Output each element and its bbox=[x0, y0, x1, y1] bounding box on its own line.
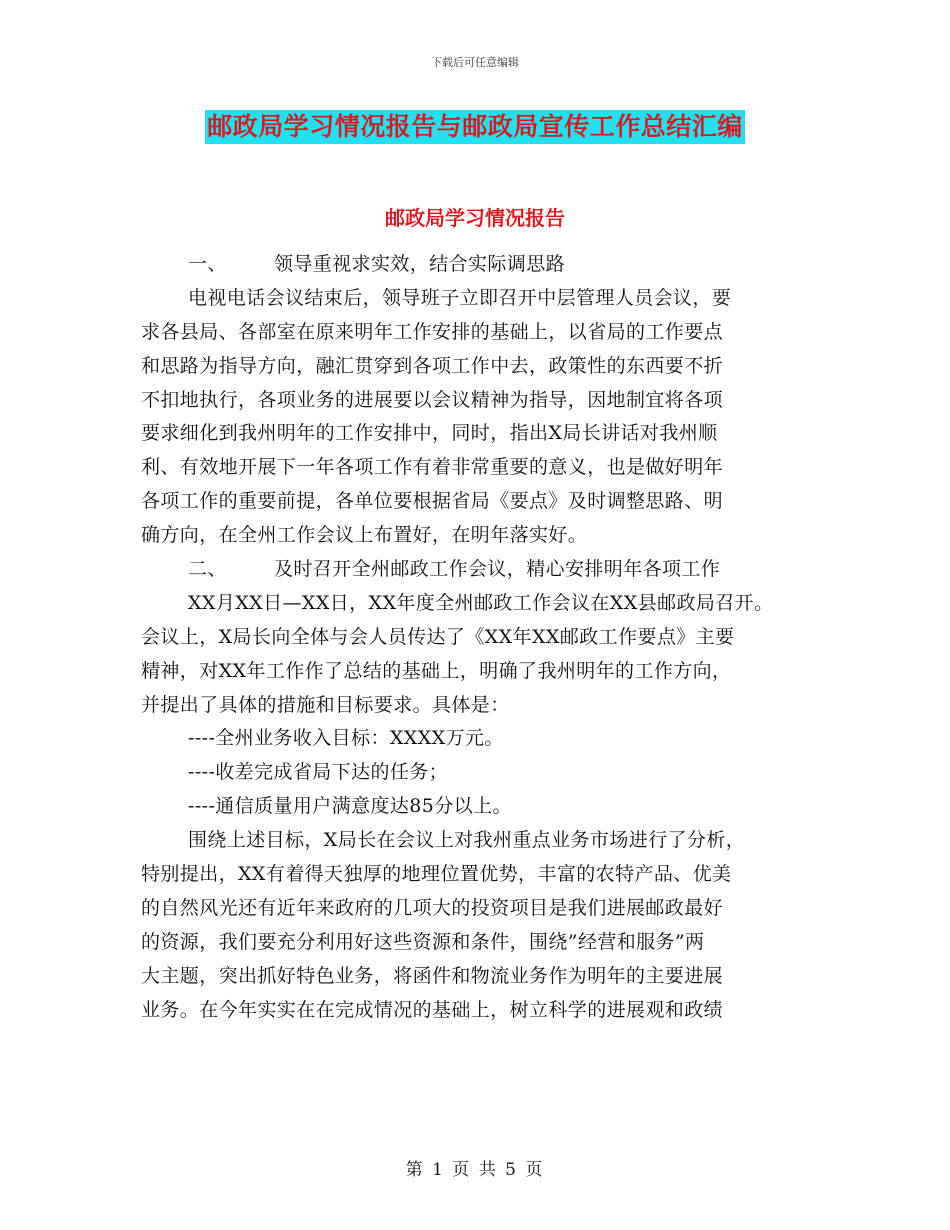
section-heading bbox=[141, 248, 801, 282]
paragraph-line: 和思路为指导方向，融汇贯穿到各项工作中去，政策性的东西要不折 bbox=[141, 354, 724, 377]
paragraph-line: 各项工作的重要前提，各单位要根据省局《要点》及时调整思路、明 bbox=[141, 490, 724, 513]
paragraph-line: 的自然风光还有近年来政府的几项大的投资项目是我们进展邮政最好 bbox=[141, 896, 724, 919]
target-item: ----收差完成省局下达的任务； bbox=[188, 761, 449, 784]
paragraph-line: 精神，对XX年工作作了总结的基础上，明确了我州明年的工作方向， bbox=[141, 659, 732, 682]
paragraph-line: 电视电话会议结束后，领导班子立即召开中层管理人员会议，要 bbox=[188, 286, 732, 309]
main-title-wrapper bbox=[0, 110, 950, 144]
paragraph-line: 并提出了具体的措施和目标要求。具体是： bbox=[141, 693, 510, 716]
target-item: ----全州业务收入目标：XXXX万元。 bbox=[188, 727, 504, 750]
paragraph-line: 确方向，在全州工作会议上布置好，在明年落实好。 bbox=[141, 524, 588, 547]
section-heading bbox=[141, 553, 801, 587]
paragraph-line: 求各县局、各部室在原来明年工作安排的基础上，以省局的工作要点 bbox=[141, 320, 724, 343]
target-item: ----通信质量用户满意度达85分以上。 bbox=[188, 795, 512, 818]
paragraph-line: 的资源，我们要充分利用好这些资源和条件，围绕”经营和服务”两 bbox=[141, 930, 705, 953]
paragraph-line: 利、有效地开展下一年各项工作有着非常重要的意义，也是做好明年 bbox=[141, 456, 724, 479]
paragraph-line: 大主题，突出抓好特色业务，将函件和物流业务作为明年的主要进展 bbox=[141, 964, 724, 987]
paragraph-line: 业务。在今年实实在在完成情况的基础上，树立科学的进展观和政绩 bbox=[141, 998, 724, 1021]
section-title: 及时召开全州邮政工作会议，精心安排明年各项工作 bbox=[274, 558, 721, 581]
paragraph-line: 要求细化到我州明年的工作安排中，同时，指出X局长讲话对我州顺 bbox=[141, 422, 718, 445]
page-footer: 第 1 页 共 5 页 bbox=[405, 1160, 545, 1180]
sub-title: 邮政局学习情况报告 bbox=[385, 206, 565, 230]
section-number: 二、 bbox=[188, 558, 227, 581]
paragraph-line: XX月XX日—XX日，XX年度全州邮政工作会议在XX县邮政局召开。 bbox=[188, 591, 774, 614]
paragraph-line: 会议上，X局长向全体与会人员传达了《XX年XX邮政工作要点》主要 bbox=[141, 625, 735, 648]
section-title: 领导重视求实效，结合实际调思路 bbox=[274, 253, 566, 275]
paragraph-line: 不扣地执行，各项业务的进展要以会议精神为指导，因地制宜将各项 bbox=[141, 388, 724, 411]
paragraph-line: 围绕上述目标，X局长在会议上对我州重点业务市场进行了分析， bbox=[188, 829, 746, 852]
document-body bbox=[141, 248, 801, 1027]
section-number: 一、 bbox=[188, 253, 227, 275]
paragraph-line: 特别提出，XX有着得天独厚的地理位置优势，丰富的农特产品、优美 bbox=[141, 863, 732, 886]
main-title: 邮政局学习情况报告与邮政局宣传工作总结汇编 bbox=[205, 110, 745, 144]
header-note: 下载后可任意编辑 bbox=[431, 56, 519, 69]
